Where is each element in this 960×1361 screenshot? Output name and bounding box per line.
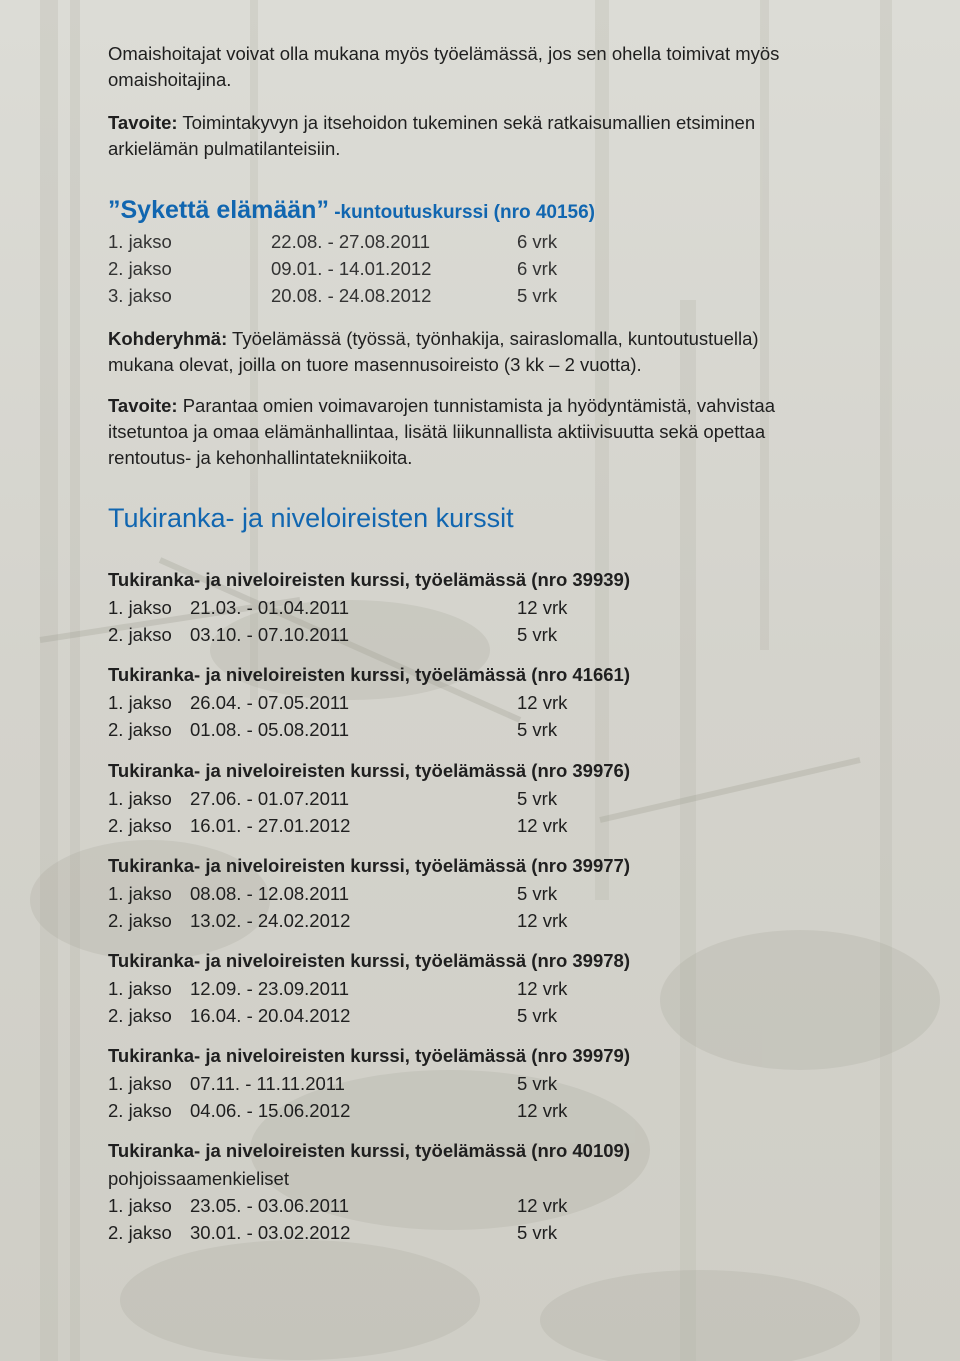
period-duration: 5 vrk [517,718,558,740]
period-dates: 03.10. - 07.10.2011 [190,623,350,645]
period-row [108,689,908,716]
period-label: 1. jakso [108,977,172,999]
course-block [108,852,908,934]
period-label: 2. jakso [108,909,172,931]
period-row [108,1097,908,1124]
period-row [108,1070,908,1097]
period-row [108,716,908,743]
period-row [108,255,908,282]
period-dates: 22.08. - 27.08.2011 [271,230,431,252]
period-row [108,907,908,934]
period-duration: 5 vrk [517,1221,558,1243]
period-dates: 01.08. - 05.08.2011 [190,718,350,740]
period-row [108,282,908,309]
course-title: Tukiranka- ja niveloireisten kurssi, työelämässä (nro 39979) [108,1045,631,1066]
period-dates: 07.11. - 11.11.2011 [190,1072,345,1094]
kohderyhma-paragraph [108,326,908,378]
period-label: 1. jakso [108,882,172,904]
period-row [108,785,908,812]
period-dates: 23.05. - 03.06.2011 [190,1194,350,1216]
course-block [108,1042,908,1124]
intro-tavoite [108,110,908,162]
period-row [108,975,908,1002]
course-block [108,757,908,839]
course-block [108,1137,908,1246]
course-title: Tukiranka- ja niveloireisten kurssi, työelämässä (nro 39939) [108,569,631,590]
period-label: 1. jakso [108,230,172,252]
period-duration: 12 vrk [517,814,568,836]
period-row [108,880,908,907]
period-row [108,228,908,255]
period-dates: 12.09. - 23.09.2011 [190,977,350,999]
tavoite-label: Tavoite: [108,112,178,133]
period-label: 1. jakso [108,691,172,713]
period-duration: 5 vrk [517,1004,558,1026]
period-duration: 12 vrk [517,977,568,999]
tavoite-text: rentoutus- ja kehonhallintatekniikoita. [108,447,413,468]
intro-line: omaishoitajina. [108,69,232,90]
course-title: Tukiranka- ja niveloireisten kurssi, työelämässä (nro 39977) [108,855,631,876]
period-duration: 12 vrk [517,909,568,931]
course-block [108,566,908,648]
period-row [108,1002,908,1029]
period-row [108,1192,908,1219]
period-dates: 30.01. - 03.02.2012 [190,1221,351,1243]
period-duration: 5 vrk [517,787,558,809]
period-row [108,812,908,839]
course-title-sub: -kuntoutuskurssi (nro 40156) [328,202,596,223]
period-dates: 16.01. - 27.01.2012 [190,814,351,836]
period-label: 2. jakso [108,1221,172,1243]
course-title-main: ”Sykettä elämään” [108,196,329,224]
tavoite-text: arkielämän pulmatilanteisiin. [108,138,341,159]
kohderyhma-label: Kohderyhmä: [108,328,228,349]
period-duration: 5 vrk [517,284,558,306]
period-dates: 08.08. - 12.08.2011 [190,882,350,904]
period-duration: 5 vrk [517,623,558,645]
intro-line: Omaishoitajat voivat olla mukana myös työelämässä, jos sen ohella toimivat myös [108,43,780,64]
period-dates: 04.06. - 15.06.2012 [190,1099,351,1121]
sykettä-course-title [108,196,908,225]
tavoite-text: itsetuntoa ja omaa elämänhallintaa, lisätä liikunnallista aktiivisuutta sekä opettaa [108,421,766,442]
course-title: Tukiranka- ja niveloireisten kurssi, työelämässä (nro 41661) [108,664,631,685]
section-title: Tukiranka- ja niveloireisten kurssit [108,503,514,533]
period-dates: 20.08. - 24.08.2012 [271,284,432,306]
tavoite-text: Toimintakyvyn ja itsehoidon tukeminen sekä ratkaisumallien etsiminen [177,112,756,133]
period-label: 1. jakso [108,1194,172,1216]
period-label: 2. jakso [108,623,172,645]
period-duration: 6 vrk [517,257,558,279]
sykettä-periods [108,228,908,309]
period-label: 2. jakso [108,814,172,836]
kohderyhma-text: mukana olevat, joilla on tuore masennusoireisto (3 kk – 2 vuotta). [108,354,642,375]
period-duration: 6 vrk [517,230,558,252]
period-label: 1. jakso [108,596,172,618]
period-label: 1. jakso [108,787,172,809]
period-row [108,594,908,621]
course-block [108,947,908,1029]
period-row [108,621,908,648]
period-dates: 27.06. - 01.07.2011 [190,787,350,809]
period-duration: 12 vrk [517,691,568,713]
period-label: 2. jakso [108,1004,172,1026]
intro-paragraph [108,41,908,93]
tavoite-text: Parantaa omien voimavarojen tunnistamista ja hyödyntämistä, vahvistaa [177,395,776,416]
period-dates: 16.04. - 20.04.2012 [190,1004,351,1026]
period-duration: 12 vrk [517,1194,568,1216]
sykettä-tavoite [108,393,908,471]
period-label: 3. jakso [108,284,172,306]
period-duration: 5 vrk [517,1072,558,1094]
kohderyhma-text: Työelämässä (työssä, työnhakija, sairaslomalla, kuntoutustuella) [227,328,759,349]
period-label: 1. jakso [108,1072,172,1094]
course-title: Tukiranka- ja niveloireisten kurssi, työelämässä (nro 39976) [108,760,631,781]
period-label: 2. jakso [108,257,172,279]
period-dates: 09.01. - 14.01.2012 [271,257,432,279]
period-duration: 5 vrk [517,882,558,904]
course-title: Tukiranka- ja niveloireisten kurssi, työelämässä (nro 39978) [108,950,631,971]
period-row [108,1219,908,1246]
period-dates: 21.03. - 01.04.2011 [190,596,350,618]
period-dates: 26.04. - 07.05.2011 [190,691,350,713]
period-dates: 13.02. - 24.02.2012 [190,909,351,931]
period-duration: 12 vrk [517,1099,568,1121]
period-duration: 12 vrk [517,596,568,618]
period-label: 2. jakso [108,718,172,740]
tavoite-label: Tavoite: [108,395,178,416]
course-title: Tukiranka- ja niveloireisten kurssi, työelämässä (nro 40109) [108,1140,631,1161]
course-note: pohjoissaamenkieliset [108,1167,289,1189]
course-block [108,661,908,743]
period-label: 2. jakso [108,1099,172,1121]
